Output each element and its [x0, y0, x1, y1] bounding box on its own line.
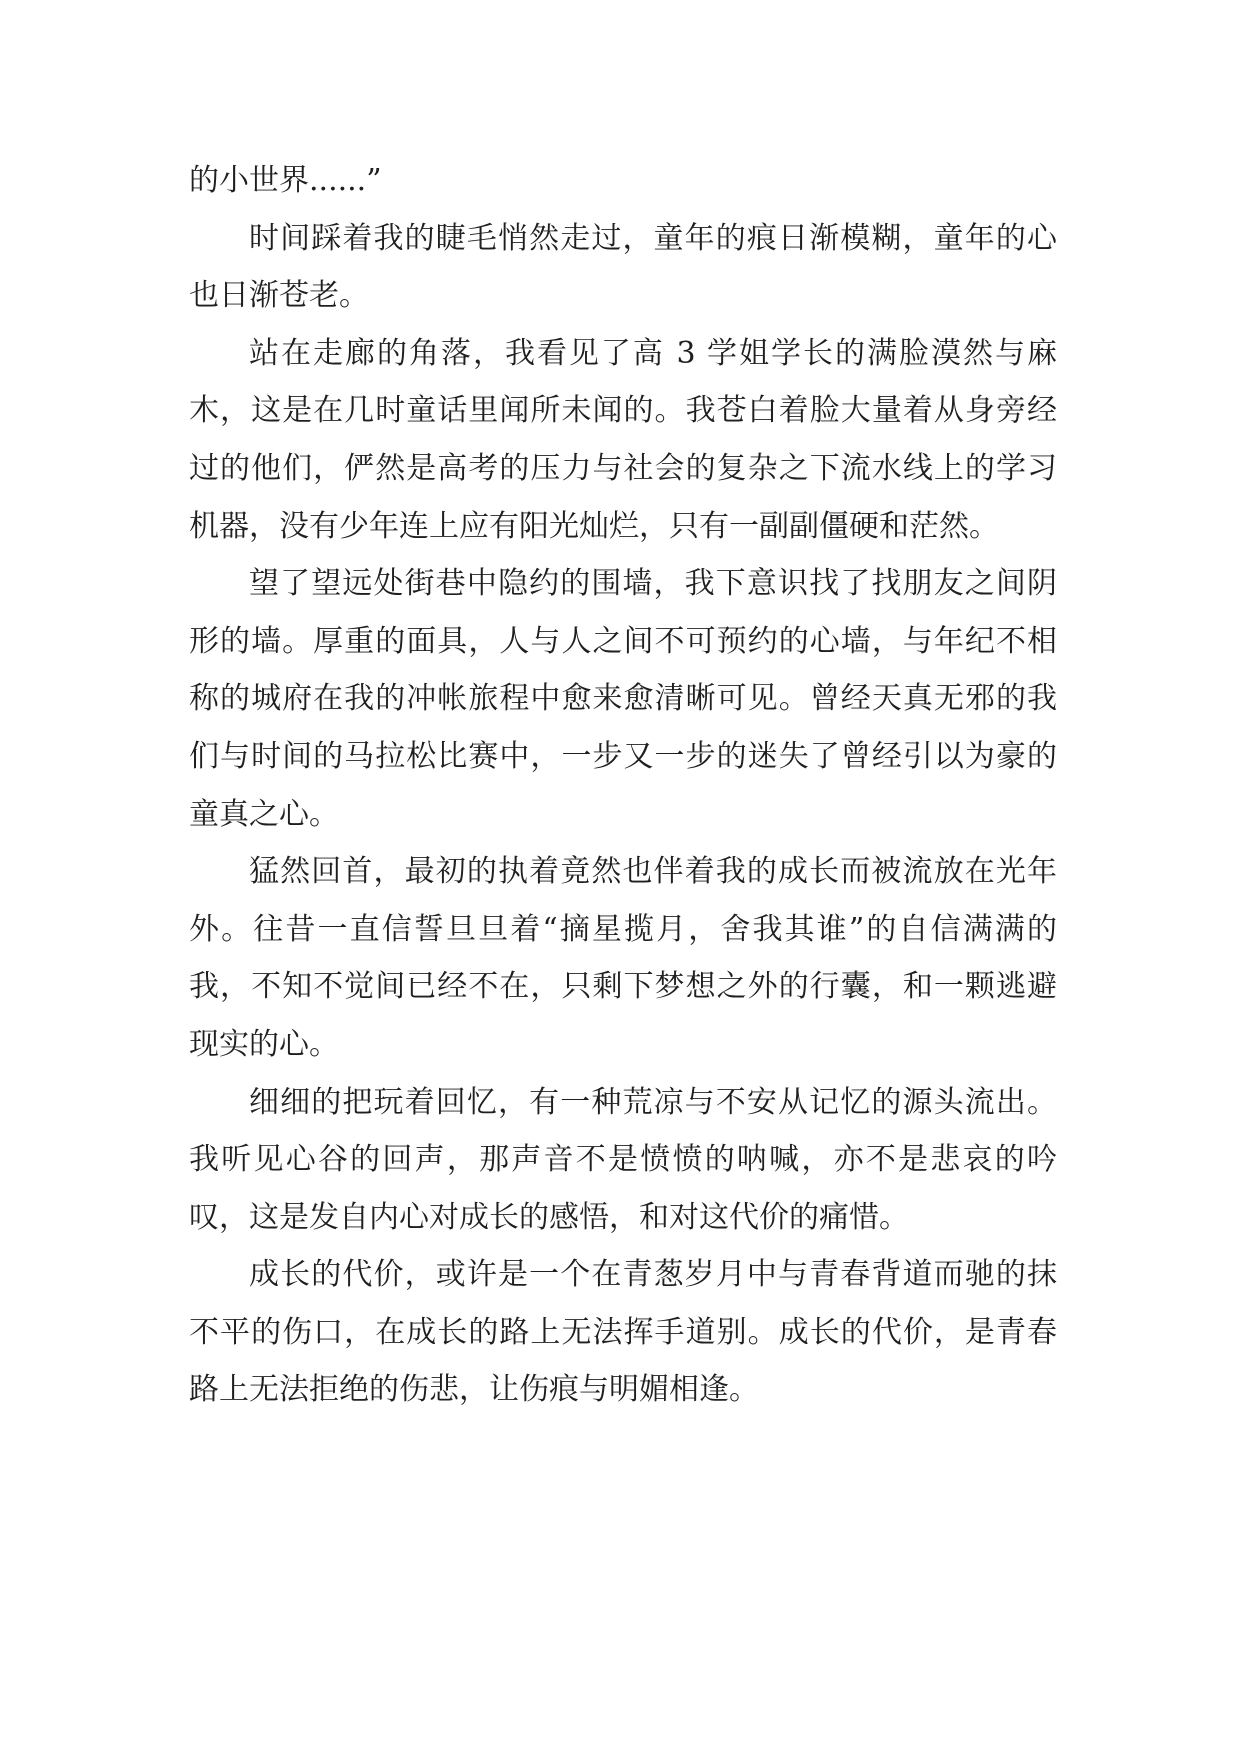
- paragraph-4: 望了望远处街巷中隐约的围墙，我下意识找了找朋友之间阴形的墙。厚重的面具，人与人之间不可预约的心墙，与年纪不相称的城府在我的冲帐旅程中愈来愈清晰可见。曾经天真无邪的我们与时间的马拉松比赛中，一步又一步的迷失了曾经引以为豪的童真之心。: [189, 566, 1057, 832]
- paragraph-2: 时间踩着我的睫毛悄然走过，童年的痕日渐模糊，童年的心也日渐苍老。: [189, 220, 1057, 314]
- paragraph-1: 的小世界......”: [189, 163, 382, 198]
- paragraph-5: 猛然回首，最初的执着竟然也伴着我的成长而被流放在光年外。往昔一直信誓旦旦着“摘星揽月，舍我其谁”的自信满满的我，不知不觉间已经不在，只剩下梦想之外的行囊，和一颗逃避现实的心。: [189, 854, 1057, 1062]
- paragraph-7: 成长的代价，或许是一个在青葱岁月中与青春背道而驰的抹不平的伤口，在成长的路上无法挥手道别。成长的代价，是青春路上无法拒绝的伤悲，让伤痕与明媚相逢。: [189, 1257, 1057, 1408]
- body-text: [189, 152, 1057, 1419]
- paragraph-3: 站在走廊的角落，我看见了高 3 学姐学长的满脸漠然与麻木，这是在几时童话里闻所未闻的。我苍白着脸大量着从身旁经过的他们，俨然是高考的压力与社会的复杂之下流水线上的学习机器，没有少年连上应有阳光灿烂，只有一副副僵硬和茫然。: [189, 335, 1057, 544]
- paragraph-6: 细细的把玩着回忆，有一种荒凉与不安从记忆的源头流出。我听见心谷的回声，那声音不是愤愤的呐喊，亦不是悲哀的吟叹，这是发自内心对成长的感悟，和对这代价的痛惜。: [189, 1084, 1057, 1235]
